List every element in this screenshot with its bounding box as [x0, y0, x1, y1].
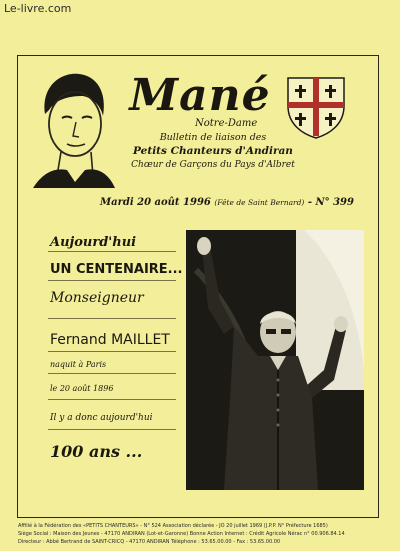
priest-conducting-photo	[186, 230, 364, 490]
article-headline: UN CENTENAIRE...	[50, 262, 183, 277]
divider	[48, 251, 176, 252]
footer-line-1: Affilié à la Fédération des «PETITS CHANTEURS» - N° 524 Association déclarée - JO 20 juillet 1969 (J.P.P. N° Préfecture 1685)	[18, 523, 328, 529]
masthead-line-3: Chœur de Garçons du Pays d'Albret	[131, 160, 295, 170]
divider	[48, 318, 176, 319]
issue-date: Mardi 20 août 1996	[100, 197, 211, 208]
divider	[48, 351, 176, 352]
article-name: Fernand MAILLET	[50, 332, 170, 348]
divider	[48, 373, 176, 374]
article-100-years: 100 ans ...	[50, 442, 143, 461]
masthead-subtitle: Notre-Dame	[195, 118, 258, 129]
masthead-line-1: Bulletin de liaison des	[159, 132, 267, 143]
article-title-monseigneur: Monseigneur	[50, 290, 144, 306]
feast-day: (Fête de Saint Bernard)	[214, 198, 305, 207]
article-line-today: Aujourd'hui	[50, 235, 137, 250]
masthead-title: Mané	[129, 70, 271, 121]
article-birthdate: le 20 août 1896	[50, 384, 114, 393]
divider	[48, 429, 176, 430]
footer-line-2: Siège Social : Maison des Jeunes - 47170 ANDIRAN (Lot-et-Garonne) Bonne Action Internet : Crédit Agricole Nérac n° 00.906.84.14	[18, 531, 345, 537]
footer-line-3: Directeur : Abbé Bertrand de SAINT-CRICQ - 47170 ANDIRAN Téléphone : 53.65.00.00 - Fax : 53.65.00.00	[18, 539, 281, 545]
divider	[48, 399, 176, 400]
coat-of-arms-icon	[284, 76, 348, 140]
divider	[48, 280, 176, 281]
article-birthplace: naquit à Paris	[50, 360, 107, 369]
issue-number: - N° 399	[307, 197, 354, 208]
article-so-today: Il y a donc aujourd'hui	[50, 413, 153, 423]
boy-portrait-illustration	[27, 66, 117, 188]
issue-dateline	[92, 197, 362, 208]
watermark: Le-livre.com	[4, 2, 72, 15]
masthead-line-2: Petits Chanteurs d'Andiran	[133, 145, 293, 157]
